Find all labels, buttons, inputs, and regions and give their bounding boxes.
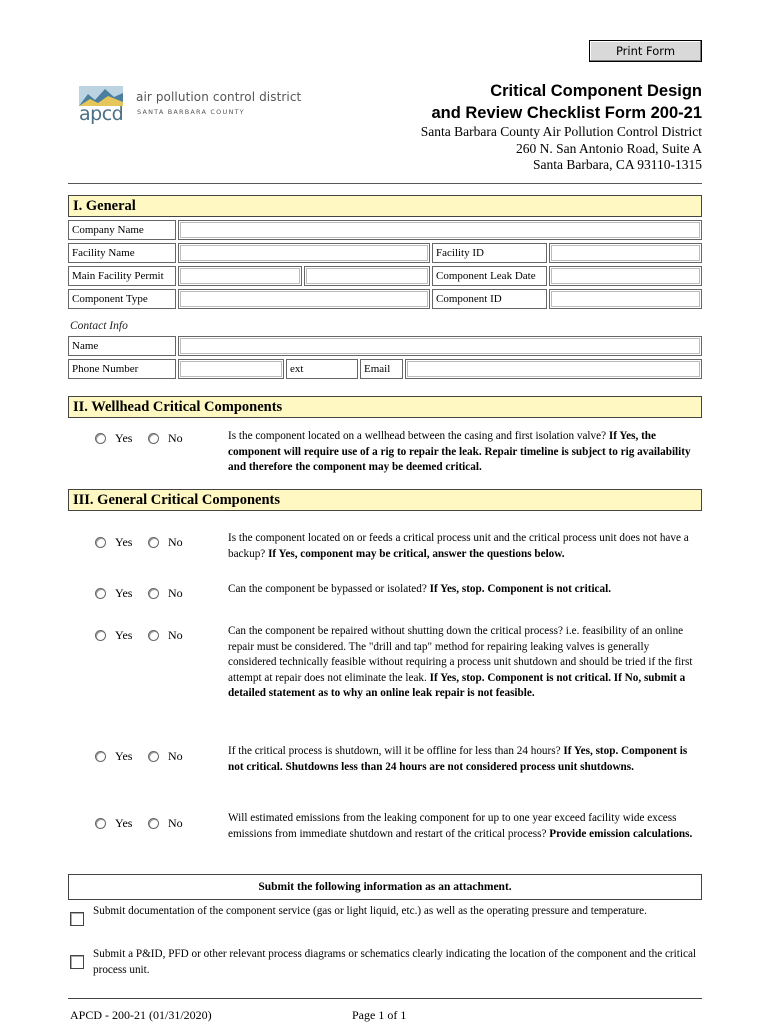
critical-q2-no-radio[interactable]: [148, 588, 159, 599]
section-general-heading: I. General: [68, 195, 702, 217]
attachment-item-1-checkbox[interactable]: [70, 912, 84, 926]
radio-yes-label: Yes: [115, 431, 133, 445]
critical-question-1: Is the component located on or feeds a critical process unit and the critical process unit does not have a backup? If Yes, component may be critical, answer the questions below.: [228, 532, 689, 560]
critical-q5-yes-radio[interactable]: [95, 818, 106, 829]
radio-no-label: No: [168, 628, 183, 642]
page-number: Page 1 of 1: [352, 1008, 407, 1022]
critical-question-3: Can the component be repaired without shutting down the critical process? i.e. feasibility of an online repair must be considered. The "drill and tap" method for repairing leaking valves is generally considered technically feasible without requiring a process unit shutdown and should be tried if the first attempt at repair does not eliminate the leak. If Yes, stop. Component is not critical. If No, submit a detailed statement as to why an online leak repair is not feasible.: [228, 625, 693, 699]
radio-yes-label: Yes: [115, 535, 133, 549]
attachment-item-2: Submit a P&ID, PFD or other relevant process diagrams or schematics clearly indicating the location of the component and the critical process unit.: [93, 948, 697, 976]
logo-abbreviation: apcd: [79, 103, 124, 125]
phone-ext-field[interactable]: ext: [286, 359, 358, 379]
component-id-field[interactable]: [549, 289, 702, 309]
logo-org-name: air pollution control district: [136, 90, 302, 104]
critical-q3-yes-radio[interactable]: [95, 630, 106, 641]
critical-q3-no-radio[interactable]: [148, 630, 159, 641]
attachment-heading: Submit the following information as an attachment.: [68, 874, 702, 900]
main-facility-permit-label: Main Facility Permit: [68, 266, 176, 286]
attachment-item-2-checkbox[interactable]: [70, 955, 84, 969]
radio-no-label: No: [168, 816, 183, 830]
critical-question-2: Can the component be bypassed or isolated? If Yes, stop. Component is not critical.: [228, 583, 612, 595]
header-divider: [68, 183, 702, 184]
component-type-field[interactable]: [178, 289, 430, 309]
radio-no-label: No: [168, 431, 183, 445]
company-name-field[interactable]: [178, 220, 702, 240]
facility-name-field[interactable]: [178, 243, 430, 263]
radio-no-label: No: [168, 586, 183, 600]
phone-number-label: Phone Number: [68, 359, 176, 379]
critical-q1-no-radio[interactable]: [148, 537, 159, 548]
form-id: APCD - 200-21 (01/31/2020): [70, 1008, 212, 1022]
radio-yes-label: Yes: [115, 628, 133, 642]
wellhead-q1-yes-radio[interactable]: [95, 433, 106, 444]
component-id-label: Component ID: [432, 289, 547, 309]
critical-question-4: If the critical process is shutdown, will it be offline for less than 24 hours? If Yes, stop. Component is not critical. Shutdowns less than 24 hours are not considered process unit shutdowns.: [228, 745, 688, 773]
radio-yes-label: Yes: [115, 586, 133, 600]
logo-org-sub: SANTA BARBARA COUNTY: [137, 108, 245, 116]
main-facility-permit-field[interactable]: [178, 266, 302, 286]
component-leak-date-label: Component Leak Date: [432, 266, 547, 286]
facility-id-label: Facility ID: [432, 243, 547, 263]
critical-q5-no-radio[interactable]: [148, 818, 159, 829]
company-name-label: Company Name: [68, 220, 176, 240]
phone-number-field[interactable]: [178, 359, 284, 379]
footer-divider: [68, 998, 702, 999]
print-form-button[interactable]: Print Form: [589, 40, 702, 62]
attachment-item-1: Submit documentation of the component service (gas or light liquid, etc.) as well as the operating pressure and temperature.: [93, 905, 647, 917]
critical-question-5: Will estimated emissions from the leaking component for up to one year exceed facility wide excess emissions from immediate shutdown and restart of the critical process? Provide emission calculations.: [228, 812, 693, 840]
facility-name-label: Facility Name: [68, 243, 176, 263]
section-general-critical-heading: III. General Critical Components: [68, 489, 702, 511]
radio-no-label: No: [168, 749, 183, 763]
critical-q4-no-radio[interactable]: [148, 751, 159, 762]
critical-q4-yes-radio[interactable]: [95, 751, 106, 762]
section-wellhead-heading: II. Wellhead Critical Components: [68, 396, 702, 418]
email-field[interactable]: [405, 359, 702, 379]
component-leak-date-field[interactable]: [549, 266, 702, 286]
contact-name-label: Name: [68, 336, 176, 356]
wellhead-q1-no-radio[interactable]: [148, 433, 159, 444]
radio-no-label: No: [168, 535, 183, 549]
wellhead-question-1: Is the component located on a wellhead between the casing and first isolation valve? If Yes, the component will require use of a rig to repair the leak. Repair timeline is subject to rig availability and therefore the component may be deemed critical.: [228, 430, 691, 473]
component-type-label: Component Type: [68, 289, 176, 309]
district-address: Santa Barbara County Air Pollution Control District 260 N. San Antonio Road, Suite A Santa Barbara, CA 93110-1315: [420, 124, 702, 172]
contact-info-label: Contact Info: [70, 320, 128, 332]
email-label: Email: [360, 359, 403, 379]
critical-q1-yes-radio[interactable]: [95, 537, 106, 548]
radio-yes-label: Yes: [115, 749, 133, 763]
main-facility-permit-field-2[interactable]: [304, 266, 430, 286]
facility-id-field[interactable]: [549, 243, 702, 263]
contact-name-field[interactable]: [178, 336, 702, 356]
radio-yes-label: Yes: [115, 816, 133, 830]
form-title: Critical Component Design and Review Checklist Form 200-21: [431, 82, 702, 122]
critical-q2-yes-radio[interactable]: [95, 588, 106, 599]
